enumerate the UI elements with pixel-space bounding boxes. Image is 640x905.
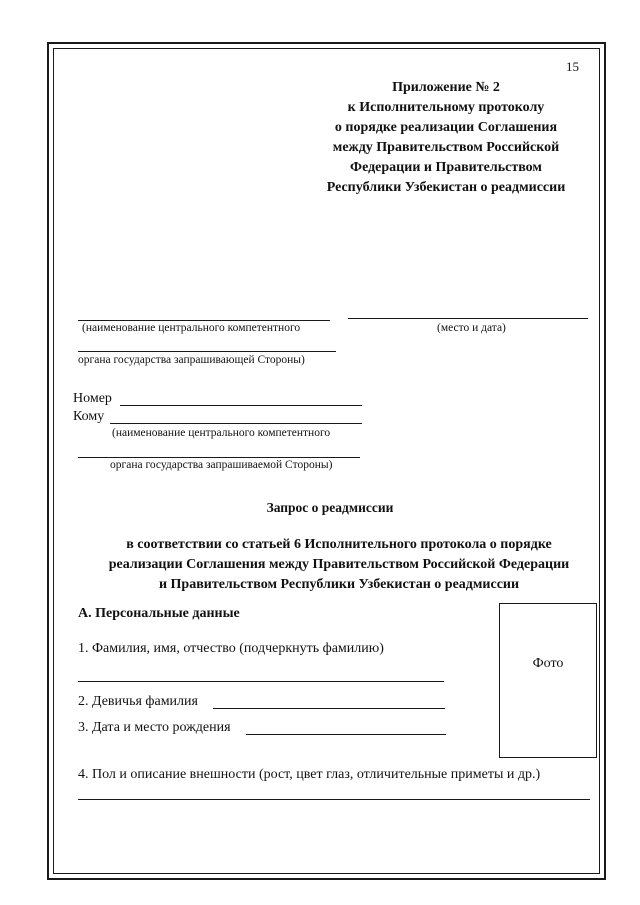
to-line-2[interactable] (78, 457, 360, 458)
reference-text (78, 535, 600, 595)
request-title: Запрос о реадмиссии (266, 500, 394, 515)
appendix-line: о порядке реализации Соглашения (334, 120, 558, 135)
place-date-caption: (место и дата) (437, 322, 506, 334)
field-1-line[interactable] (78, 681, 444, 682)
to-caption-1: (наименование центрального компетентного (112, 427, 331, 439)
reference-line: в соответствии со статьей 6 Исполнительного протокола о порядке (126, 537, 552, 552)
place-date-line[interactable] (348, 318, 588, 319)
appendix-line: Федерации и Правительством (350, 160, 542, 175)
appendix-line: Приложение № 2 (392, 80, 500, 95)
sender-authority-line[interactable] (78, 320, 330, 321)
sender-authority-line-2[interactable] (78, 351, 336, 352)
field-4-label: 4. Пол и описание внешности (рост, цвет глаз, отличительные приметы и др.) (78, 767, 541, 782)
sender-caption-2: органа государства запрашивающей Стороны) (78, 354, 305, 366)
reference-line: и Правительством Республики Узбекистан о реадмиссии (158, 577, 520, 592)
reference-line: реализации Соглашения между Правительством Российской Федерации (108, 557, 570, 572)
appendix-line: к Исполнительному протоколу (347, 100, 545, 115)
field-3-line[interactable] (246, 734, 446, 735)
number-line[interactable] (120, 405, 362, 406)
field-1-label: 1. Фамилия, имя, отчество (подчеркнуть фамилию) (78, 641, 384, 656)
page-number: 15 (566, 59, 579, 74)
photo-box[interactable] (499, 603, 597, 758)
to-label: Кому (73, 409, 105, 424)
sender-caption-1: (наименование центрального компетентного (82, 322, 301, 334)
field-4-line[interactable] (78, 799, 590, 800)
field-2-label: 2. Девичья фамилия (78, 694, 198, 709)
field-3-label: 3. Дата и место рождения (78, 720, 231, 735)
section-a-title: А. Персональные данные (78, 606, 240, 621)
appendix-header (305, 78, 587, 198)
appendix-line: Республики Узбекистан о реадмиссии (326, 180, 566, 195)
number-label: Номер (73, 391, 112, 406)
photo-label: Фото (532, 656, 564, 671)
field-2-line[interactable] (213, 708, 445, 709)
to-line[interactable] (110, 423, 362, 424)
to-caption-2: органа государства запрашиваемой Стороны) (110, 459, 333, 471)
appendix-line: между Правительством Российской (332, 140, 560, 155)
